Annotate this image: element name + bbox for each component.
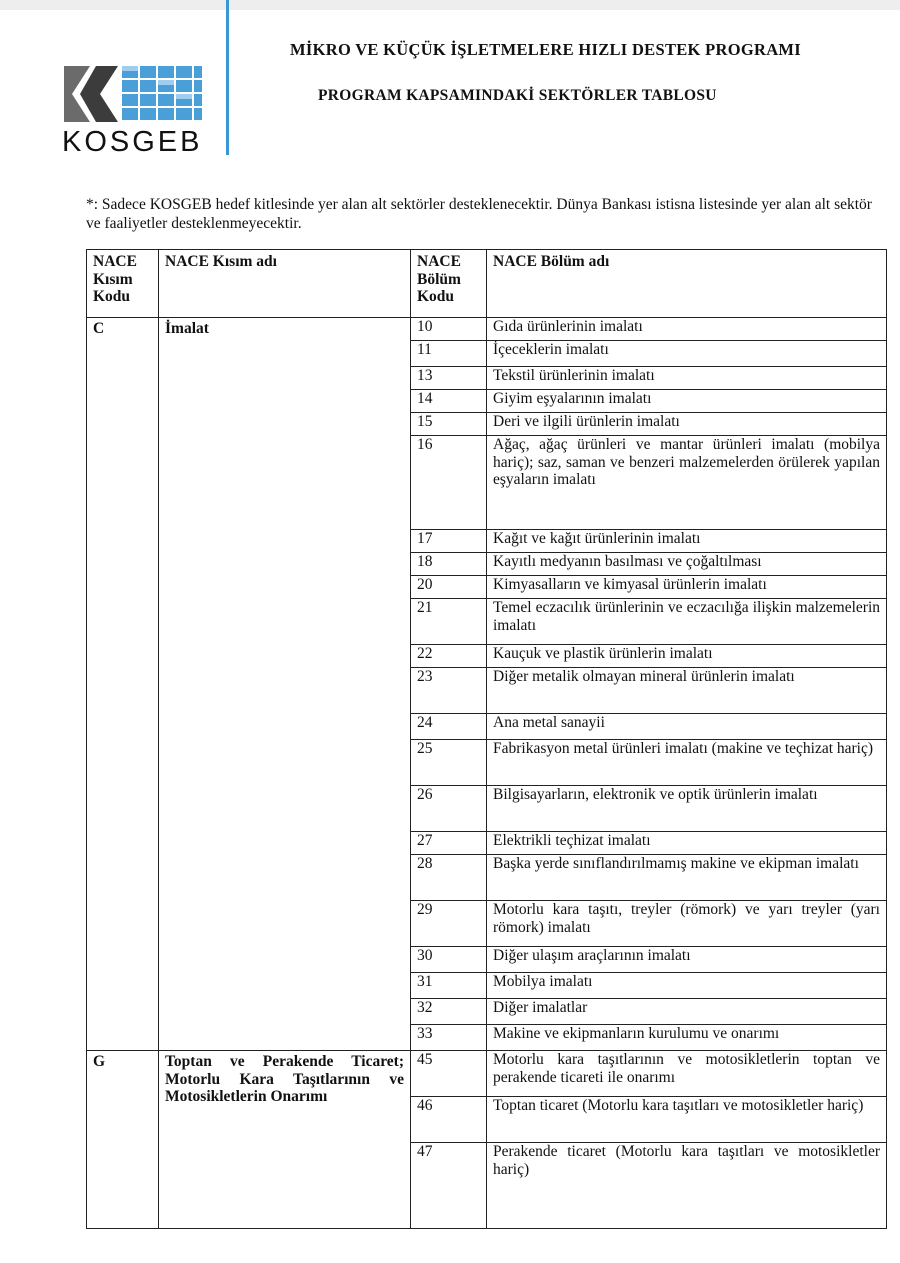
division-name: Diğer ulaşım araçlarının imalatı [487,947,887,973]
division-code: 25 [411,740,487,786]
division-code: 31 [411,973,487,999]
division-code: 45 [411,1051,487,1097]
division-code: 32 [411,999,487,1025]
division-name: Motorlu kara taşıtlarının ve motosikletlerin toptan ve perakende ticareti ile onarımı [487,1051,887,1097]
division-code: 13 [411,367,487,390]
header-bolum-kodu: NACE Bölüm Kodu [411,250,487,318]
division-code: 11 [411,341,487,367]
section-name: Toptan ve Perakende Ticaret; Motorlu Kara Taşıtlarının ve Motosikletlerin Onarımı [159,1051,411,1229]
division-name: Mobilya imalatı [487,973,887,999]
division-code: 27 [411,832,487,855]
division-name: Fabrikasyon metal ürünleri imalatı (makine ve teçhizat hariç) [487,740,887,786]
division-name: Giyim eşyalarının imalatı [487,390,887,413]
sector-table [86,249,887,1229]
footnote: *: Sadece KOSGEB hedef kitlesinde yer alan alt sektörler desteklenecektir. Dünya Bankası istisna listesinde yer alan alt sektör ve faaliyetler desteklenmeyecektir. [86,196,872,232]
division-code: 26 [411,786,487,832]
table-row [87,318,887,341]
logo-wordmark: KOSGEB [62,126,203,158]
division-name: Kimyasalların ve kimyasal ürünlerin imalatı [487,576,887,599]
division-name: İçeceklerin imalatı [487,341,887,367]
table-body [87,318,887,1229]
division-name: Bilgisayarların, elektronik ve optik ürünlerin imalatı [487,786,887,832]
division-name: Kağıt ve kağıt ürünlerinin imalatı [487,530,887,553]
division-code: 24 [411,714,487,740]
division-code: 16 [411,436,487,530]
division-code: 21 [411,599,487,645]
division-name: Başka yerde sınıflandırılmamış makine ve ekipman imalatı [487,855,887,901]
division-name: Ağaç, ağaç ürünleri ve mantar ürünleri imalatı (mobilya hariç); saz, saman ve benzeri malzemelerden örülerek yapılan eşyaların imalatı [487,436,887,530]
division-name: Diğer metalik olmayan mineral ürünlerin imalatı [487,668,887,714]
division-name: Kauçuk ve plastik ürünlerin imalatı [487,645,887,668]
division-name: Diğer imalatlar [487,999,887,1025]
division-name: Kayıtlı medyanın basılması ve çoğaltılması [487,553,887,576]
division-name: Perakende ticaret (Motorlu kara taşıtları ve motosikletler hariç) [487,1143,887,1229]
division-code: 10 [411,318,487,341]
division-code: 22 [411,645,487,668]
division-name: Motorlu kara taşıtı, treyler (römork) ve yarı treyler (yarı römork) imalatı [487,901,887,947]
division-code: 29 [411,901,487,947]
document-subtitle: PROGRAM KAPSAMINDAKİ SEKTÖRLER TABLOSU [318,87,717,104]
document-title: MİKRO VE KÜÇÜK İŞLETMELERE HIZLI DESTEK PROGRAMI [290,40,802,59]
division-code: 14 [411,390,487,413]
division-code: 23 [411,668,487,714]
section-code: G [87,1051,159,1229]
division-name: Deri ve ilgili ürünlerin imalatı [487,413,887,436]
division-name: Tekstil ürünlerinin imalatı [487,367,887,390]
section-name: İmalat [159,318,411,1051]
division-code: 18 [411,553,487,576]
division-code: 30 [411,947,487,973]
division-name: Toptan ticaret (Motorlu kara taşıtları ve motosikletler hariç) [487,1097,887,1143]
header-kisim-adi: NACE Kısım adı [159,250,411,318]
header-divider [226,0,229,155]
section-code: C [87,318,159,1051]
division-code: 33 [411,1025,487,1051]
header-bolum-adi: NACE Bölüm adı [487,250,887,318]
division-name: Ana metal sanayii [487,714,887,740]
division-code: 46 [411,1097,487,1143]
division-code: 17 [411,530,487,553]
division-name: Temel eczacılık ürünlerinin ve eczacılığa ilişkin malzemelerin imalatı [487,599,887,645]
division-name: Makine ve ekipmanların kurulumu ve onarımı [487,1025,887,1051]
division-name: Gıda ürünlerinin imalatı [487,318,887,341]
division-name: Elektrikli teçhizat imalatı [487,832,887,855]
table-row [87,1051,887,1097]
page-top-edge [0,0,900,10]
division-code: 28 [411,855,487,901]
division-code: 20 [411,576,487,599]
table-header-row [87,250,887,318]
division-code: 47 [411,1143,487,1229]
header-kisim-kodu: NACE Kısım Kodu [87,250,159,318]
division-code: 15 [411,413,487,436]
